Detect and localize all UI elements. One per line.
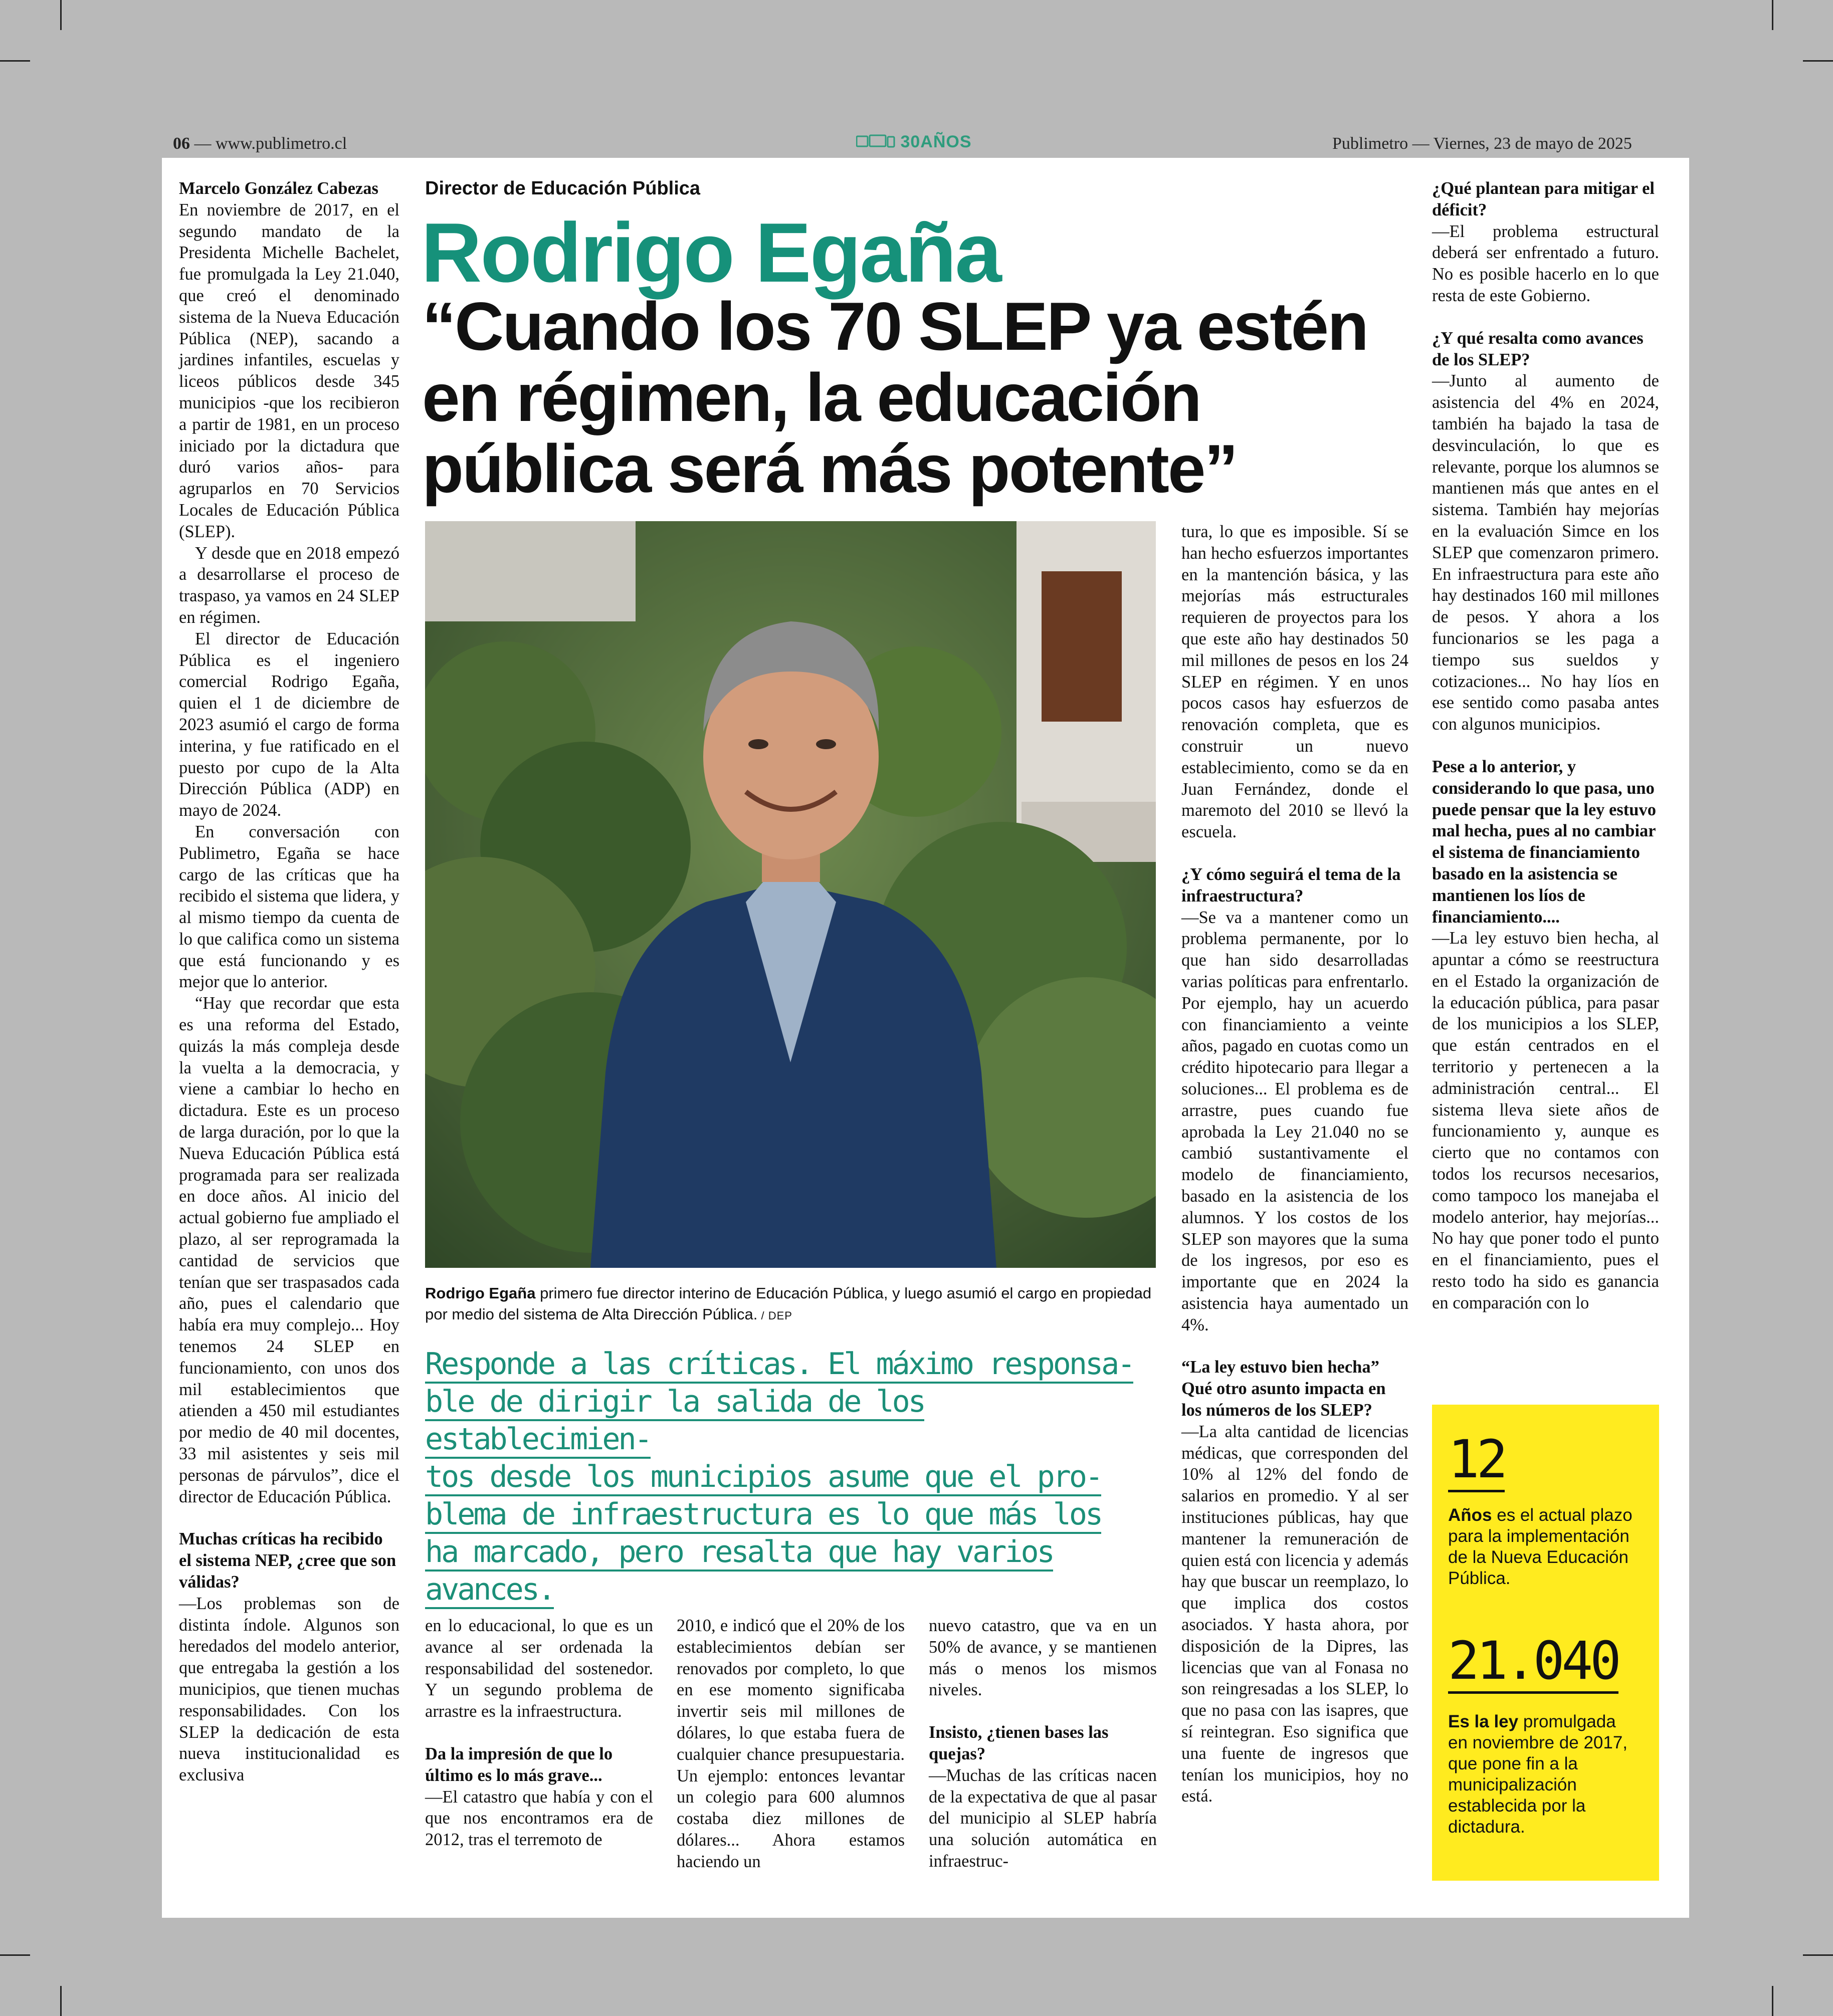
fact-box [1432,1405,1659,1881]
caption-text: primero fue director interino de Educación Pública, y luego asumió el cargo en propiedad por medio del sistema de Alta Dirección Pública. [425,1284,1152,1323]
stat-number [1448,1429,1505,1490]
question: Pese a lo anterior, y considerando lo que pasa, uno puede pensar que la ley estuvo mal hecha, pues al no cambiar el sistema de financiamiento basado en la asistencia se mantienen los líos de financiamiento.... [1432,757,1656,927]
pull-quote-line: Responde a las críticas. El máximo responsa- [425,1347,1133,1384]
answer: —El catastro que había y con el que nos encontramos era de 2012, tras el terremoto de [425,1787,653,1850]
stat-description [1448,1711,1634,1838]
paragraph: tura, lo que es imposible. Sí se han hecho esfuerzos importantes en la mantención básica, y las mejorías más estructurales requieren de proyectos para los que este año hay destinados 50 mil millones de pesos en los 24 SLEP en régimen. Y en unos pocos casos hay esfuerzos de renovación completa, que es construir un nuevo establecimiento, como se da en Juan Fernández, donde el maremoto del 2010 se llevó la escuela. [1181,522,1408,842]
photo-credit: / DEP [757,1309,792,1322]
paragraph: En conversación con Publimetro, Egaña se hace cargo de las críticas que ha recibido el sistema que lidera, y al mismo tiempo da cuenta de lo que califica como un sistema que está funcionando y es mejor que lo anterior. [179,822,399,992]
pull-quote [425,1346,1152,1609]
portrait-photo [425,521,1156,1268]
headline: “Cuando los 70 SLEP ya estén en régimen, la educación pública será más potente” [422,288,1368,507]
pull-quote-line: blema de infraestructura es lo que más los [425,1497,1101,1534]
subject-name: Rodrigo Egaña [421,205,1000,300]
question: ¿Qué plantean para mitigar el déficit? [1432,179,1655,219]
question: ¿Y cómo seguirá el tema de la infraestructura? [1181,864,1401,906]
answer: —La alta cantidad de licencias médicas, que corresponden del 10% al 12% del fondo de salarios en promedio. Y al ser instituciones públicas, hay que mantener la remuneración de quien está con licencia y además hay que buscar un reemplazo, lo que implica dos costos asociados. Y hasta ahora, por disposición de la Dipres, las licencias que van al Fonasa no son reingresadas a los SLEP, lo que no pasa con las isapres, que sí reintegran. Eso significa que una fuente de ingresos que tenían los municipios, hoy no está. [1181,1422,1408,1806]
crop-mark [0,60,30,62]
paragraph: 2010, e indicó que el 20% de los establecimientos debían ser renovados por completo, lo que en ese momento significaba invertir seis mil millones de dólares, lo que estaba fuera de cualquier chance presupuestaria. Un ejemplo: entonces levantar un colegio para 600 alumnos costaba diez millones de dólares... Ahora estamos haciendo un [677,1616,905,1871]
stat-description [1448,1505,1634,1589]
column-6 [1432,178,1659,1314]
stat-number [1448,1630,1618,1691]
answer: —El problema estructural deberá ser enfrentado a futuro. No es posible hacerlo en lo que resta de este Gobierno. [1432,221,1659,305]
column-4 [929,1615,1157,1872]
stat-text: promulgada en noviembre de 2017, que pone fin a la municipalización establecida por la dictadura. [1448,1712,1628,1837]
portrait-illustration [425,521,1156,1268]
crop-mark [1772,0,1773,30]
column-5 [1181,521,1408,1807]
question: “La ley estuvo bien hecha” Qué otro asunto impacta en los números de los SLEP? [1181,1358,1386,1420]
stat-label: Es la ley [1448,1712,1519,1731]
pull-quote-line: ha marcado, pero resalta que hay varios [425,1534,1053,1572]
answer: —Se va a mantener como un problema permanente, por lo que han sido desarrolladas varias políticas para enfrentarlo. Por ejemplo, hay un acuerdo con financiamiento a veinte años, pagado en cuotas como un crédito hipotecario para llegar a soluciones... El problema es de arrastre, pues cuando fue aprobada la Ley 21.040 no se cambió sustantivamente el modelo de financiamiento, basado en la asistencia de los alumnos. Y los costos de los SLEP son mayores que la suma de los ingresos, por eso es importante que en 2024 la asistencia haya aumentado un 4%. [1181,908,1408,1334]
question: Da la impresión de que lo último es lo más grave... [425,1744,613,1785]
crop-mark [1803,60,1833,62]
anniversary-logo [856,132,972,152]
crop-mark [1772,1986,1773,2016]
column-3 [677,1615,905,1873]
photo-caption [425,1283,1157,1326]
crop-mark [1803,1954,1833,1956]
paragraph: en lo educacional, lo que es un avance al ser ordenada la responsabilidad del sostenedor. Y un segundo problema de arrastre es la infraestructura. [425,1616,653,1721]
column-1 [179,178,399,1786]
kicker: Director de Educación Pública [425,178,701,199]
stat-number-value: 21.040 [1448,1630,1618,1694]
page-number: 06 [173,134,190,153]
stat-number-value: 12 [1448,1429,1505,1492]
pull-quote-line: tos desde los municipios asume que el pro- [425,1459,1101,1496]
devices-icon [856,134,895,149]
answer: —Los problemas son de distinta índole. Algunos son heredados del modelo anterior, que entregaba la gestión a los municipios, que tienen muchas responsabilidades. Con los SLEP la dedicación de esta nueva institucionalidad es exclusiva [179,1594,399,1785]
site-url: — www.publimetro.cl [194,134,347,153]
stat-text: es el actual plazo para la implementación de la Nueva Educación Pública. [1448,1505,1633,1588]
stat-label: Años [1448,1505,1492,1525]
caption-name: Rodrigo Egaña [425,1284,536,1302]
paragraph: “Hay que recordar que esta es una reforma del Estado, quizás la más compleja desde la vuelta a la democracia, y viene a cambiar lo hecho en dictadura. Este es un proceso de larga duración, por lo que la Nueva Educación Pública está programada para ser realizada en doce años. Al inicio del actual gobierno fue ampliado el plazo, al ser reprogramada la cantidad de servicios que tenían que ser traspasados cada año, pues el calendario que había era muy complejo... Hoy tenemos 24 SLEP en funcionamiento, con unos dos mil establecimientos que atienden a 450 mil estudiantes por medio de 40 mil docentes, 33 mil asistentes y seis mil personas de párvulos”, dice el director de Educación Pública. [179,994,399,1506]
byline: Marcelo González Cabezas [179,179,378,198]
anniversary-text: 30AÑOS [900,132,972,151]
paragraph: En noviembre de 2017, en el segundo mandato de la Presidenta Michelle Bachelet, fue promulgada la Ley 21.040, que creó el denominado sistema de la Nueva Educación Pública (NEP), sacando a jardines infantiles, escuelas y liceos públicos desde 345 municipios -que los recibieron a partir de 1981, en un proceso iniciado por la dictadura que duró varios años- para agruparlos en 70 Servicios Locales de Educación Pública (SLEP). [179,200,399,541]
folio-left [173,134,347,153]
folio-right: Publimetro — Viernes, 23 de mayo de 2025 [1332,134,1632,153]
answer: —La ley estuvo bien hecha, al apuntar a cómo se reestructura en el Estado la organización de la educación pública, para pasar de los municipios a los SLEP, que están centrados en el territorio y pertenecen a la administración central... El sistema lleva siete años de funcionamiento y, aunque es cierto que no contamos con todos los recursos necesarios, como tampoco los manejaba el modelo anterior, hay mejorías... No hay que poner todo el punto en el financiamiento, pues el resto todo ha sido es ganancia en comparación con lo [1432,929,1659,1312]
pull-quote-line: avances. [425,1572,554,1609]
answer: —Muchas de las críticas nacen de la expectativa de que al pasar del municipio al SLEP habría una solución automática en infraestruc- [929,1765,1157,1871]
answer: —Junto al aumento de asistencia del 4% en 2024, también ha bajado la tasa de desvinculación, lo que es relevante, porque los alumnos se mantienen más que antes en el sistema. También hay mejorías en la evaluación Simce en los SLEP que comenzaron primero. En infraestructura para este año hay destinados 160 mil millones de pesos. Y ahora a los funcionarios se les paga a tiempo sus sueldos y cotizaciones... No hay líos en ese sentido como pasaba antes con algunos municipios. [1432,371,1659,734]
paragraph: nuevo catastro, que va en un 50% de avance, y se mantienen más o menos los mismos niveles. [929,1616,1157,1700]
pull-quote-line: ble de dirigir la salida de los establecimien- [425,1384,924,1459]
crop-mark [0,1954,30,1956]
question: ¿Y qué resalta como avances de los SLEP? [1432,328,1644,369]
crop-mark [60,0,62,30]
paragraph: Y desde que en 2018 empezó a desarrollarse el proceso de traspaso, ya vamos en 24 SLEP en régimen. [179,543,399,627]
crop-mark [60,1986,62,2016]
column-2 [425,1615,653,1851]
question: Insisto, ¿tienen bases las quejas? [929,1723,1109,1763]
paragraph: El director de Educación Pública es el ingeniero comercial Rodrigo Egaña, quien el 1 de diciembre de 2023 asumió el cargo de forma interina, y fue ratificado en el puesto por cupo de la Alta Dirección Pública (ADP) en mayo de 2024. [179,629,399,820]
question: Muchas críticas ha recibido el sistema NEP, ¿cree que son válidas? [179,1529,396,1592]
